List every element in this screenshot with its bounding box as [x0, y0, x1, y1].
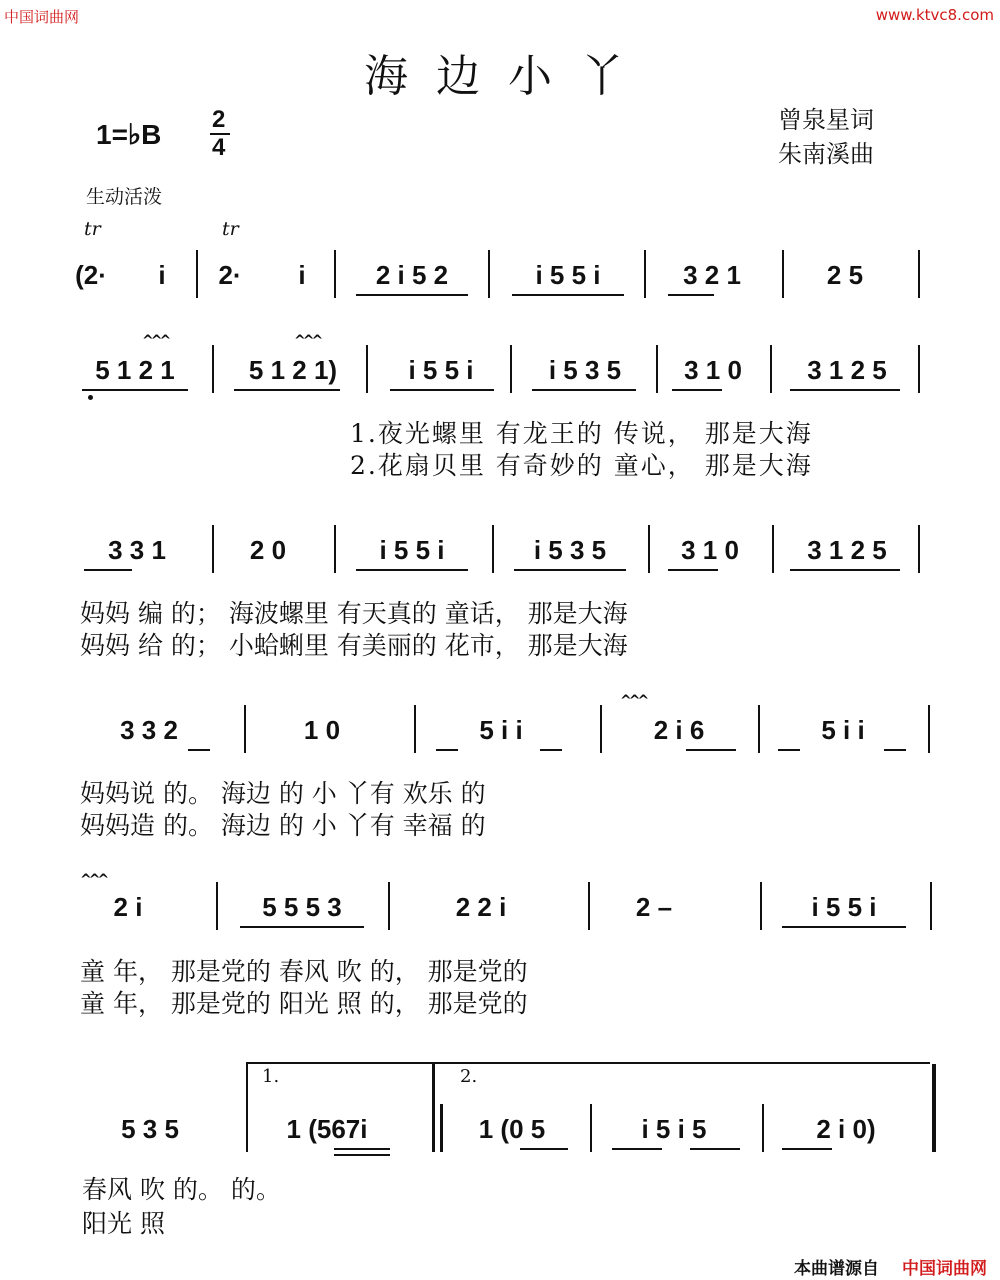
trill-mark-2: tr: [222, 218, 239, 240]
lyric-verse-1: 春风 吹 的。 的。: [82, 1175, 281, 1204]
composer-credit: 朱南溪曲: [778, 140, 874, 168]
site-watermark-right: www.ktvc8.com: [875, 6, 994, 24]
bar-line: [334, 525, 336, 573]
lyric-verse-2: 妈妈 给 的； 小蛤蜊里 有美丽的 花市， 那是大海: [80, 631, 628, 660]
bar-line: [918, 250, 920, 298]
measure-note: i 5 3 5: [533, 535, 607, 565]
measure-note: 5 1 2 1): [248, 355, 338, 385]
bar-line: [648, 525, 650, 573]
bar-line: [928, 705, 930, 753]
bar-line: [212, 525, 214, 573]
bar-line: [918, 525, 920, 573]
measure-note: 2·: [218, 260, 242, 290]
measure-note: i 5 5 i: [379, 535, 445, 565]
lyric-verse-2: 妈妈造 的。 海边 的 小 丫有 幸福 的: [80, 811, 486, 840]
bar-line: [492, 525, 494, 573]
lyric-verse-2: 童 年， 那是党的 阳光 照 的， 那是党的: [80, 989, 528, 1018]
measure-note: i 5 3 5: [548, 355, 622, 385]
measure-note: i 5 i 5: [641, 1114, 707, 1144]
bar-line: [772, 525, 774, 573]
repeat-bar: [440, 1104, 443, 1152]
beam: [532, 389, 636, 391]
source-site: 中国词曲网: [902, 1259, 987, 1279]
final-bar: [932, 1064, 936, 1152]
bar-line: [510, 345, 512, 393]
measure-note: 3 1 0: [684, 355, 742, 385]
beam: [884, 749, 906, 751]
bar-line: [590, 1104, 592, 1152]
mordent-ornament: ^^^: [80, 872, 107, 888]
measure-note: 3 1 0: [681, 535, 739, 565]
measure-note: 3 1 2 5: [807, 355, 887, 385]
bar-line: [246, 1064, 248, 1152]
measure-note: 3 1 2 5: [807, 535, 887, 565]
trill-mark-1: tr: [84, 218, 101, 240]
bar-line: [758, 705, 760, 753]
song-title: 海边小丫: [364, 51, 652, 102]
measure-note: 2 i: [113, 892, 143, 922]
bar-line: [762, 1104, 764, 1152]
beam: [334, 1154, 390, 1156]
beam: [778, 749, 800, 751]
measure-note: 1 0: [303, 715, 341, 745]
lyric-verse-1: 童 年， 那是党的 春风 吹 的， 那是党的: [80, 957, 528, 986]
bar-line: [334, 250, 336, 298]
measure-note: i 5 5 i: [811, 892, 877, 922]
measure-note: 5 5 5 3: [262, 892, 342, 922]
beam: [240, 926, 364, 928]
beam: [668, 569, 718, 571]
beam: [436, 749, 458, 751]
beam: [790, 569, 900, 571]
bar-line: [644, 250, 646, 298]
measure-note: 1 (0 5: [478, 1114, 546, 1144]
source-label: 本曲谱源自: [794, 1259, 879, 1279]
mordent-ornament: ^^^: [620, 693, 647, 709]
beam: [790, 389, 900, 391]
beam: [82, 389, 188, 391]
bar-line: [770, 345, 772, 393]
measure-note: 3 2 1: [683, 260, 741, 290]
beam: [84, 569, 132, 571]
volta-ending-1: 1.: [262, 1066, 280, 1087]
bar-line: [414, 705, 416, 753]
bar-line: [388, 882, 390, 930]
time-signature-top: 2: [212, 106, 226, 133]
beam: [334, 1148, 390, 1150]
beam: [234, 389, 340, 391]
beam: [612, 1148, 662, 1150]
measure-note: i 5 5 i: [408, 355, 474, 385]
bar-line: [760, 882, 762, 930]
bar-line: [244, 705, 246, 753]
bar-line: [918, 345, 920, 393]
beam: [782, 1148, 832, 1150]
measure-note: i 5 5 i: [535, 260, 601, 290]
measure-note: 2 i 0): [816, 1114, 876, 1144]
measure-note: 5 i i: [821, 715, 865, 745]
measure-note: 5 1 2 1: [95, 355, 175, 385]
beam: [514, 569, 626, 571]
lyric-verse-2: 阳光 照: [82, 1209, 165, 1238]
measure-note: 2 i 5 2: [375, 260, 449, 290]
beam: [390, 389, 494, 391]
bar-line: [212, 345, 214, 393]
bar-line: [656, 345, 658, 393]
site-watermark-left: 中国词曲网: [4, 8, 80, 26]
beam: [356, 569, 468, 571]
measure-note: i: [298, 260, 306, 290]
measure-note: 3 3 2: [120, 715, 178, 745]
measure-note: 1 (567i: [286, 1114, 368, 1144]
mordent-ornament: ^^^: [294, 333, 321, 349]
measure-note: 2 i 6: [653, 715, 705, 745]
bar-line: [216, 882, 218, 930]
bar-line: [196, 250, 198, 298]
beam: [782, 926, 906, 928]
beam: [540, 749, 562, 751]
measure-note: 5 3 5: [121, 1114, 179, 1144]
measure-note: 2 0: [249, 535, 287, 565]
measure-note: 3 3 1: [108, 535, 166, 565]
repeat-bar: [432, 1064, 435, 1152]
mordent-ornament: ^^^: [142, 333, 169, 349]
lyric-verse-1: 妈妈说 的。 海边 的 小 丫有 欢乐 的: [80, 779, 486, 808]
measure-note: i: [158, 260, 166, 290]
time-signature-bottom: 4: [212, 134, 226, 161]
lyric-verse-1: 妈妈 编 的； 海波螺里 有天真的 童话， 那是大海: [80, 599, 628, 628]
low-octave-dot: [88, 395, 93, 400]
bar-line: [366, 345, 368, 393]
measure-note: (2·: [75, 260, 107, 290]
beam: [512, 294, 624, 296]
beam: [686, 749, 736, 751]
bar-line: [588, 882, 590, 930]
beam: [690, 1148, 740, 1150]
lyric-verse-1: 1.夜光螺里 有龙王的 传说， 那是大海: [350, 419, 813, 448]
volta-ending-2: 2.: [460, 1066, 478, 1087]
beam: [188, 749, 210, 751]
bar-line: [782, 250, 784, 298]
beam: [356, 294, 468, 296]
lyric-verse-2: 2.花扇贝里 有奇妙的 童心， 那是大海: [350, 451, 813, 480]
key-signature: 1=♭B: [96, 119, 162, 150]
measure-note: 2 2 i: [455, 892, 507, 922]
bar-line: [600, 705, 602, 753]
volta-bracket: [246, 1062, 930, 1064]
beam: [668, 294, 714, 296]
bar-line: [488, 250, 490, 298]
beam: [520, 1148, 568, 1150]
measure-note: 5 i i: [479, 715, 523, 745]
tempo-marking: 生动活泼: [86, 186, 163, 208]
measure-note: 2 5: [826, 260, 864, 290]
bar-line: [930, 882, 932, 930]
lyricist-credit: 曾泉星词: [778, 106, 874, 134]
beam: [672, 389, 722, 391]
measure-note: 2 –: [635, 892, 673, 922]
